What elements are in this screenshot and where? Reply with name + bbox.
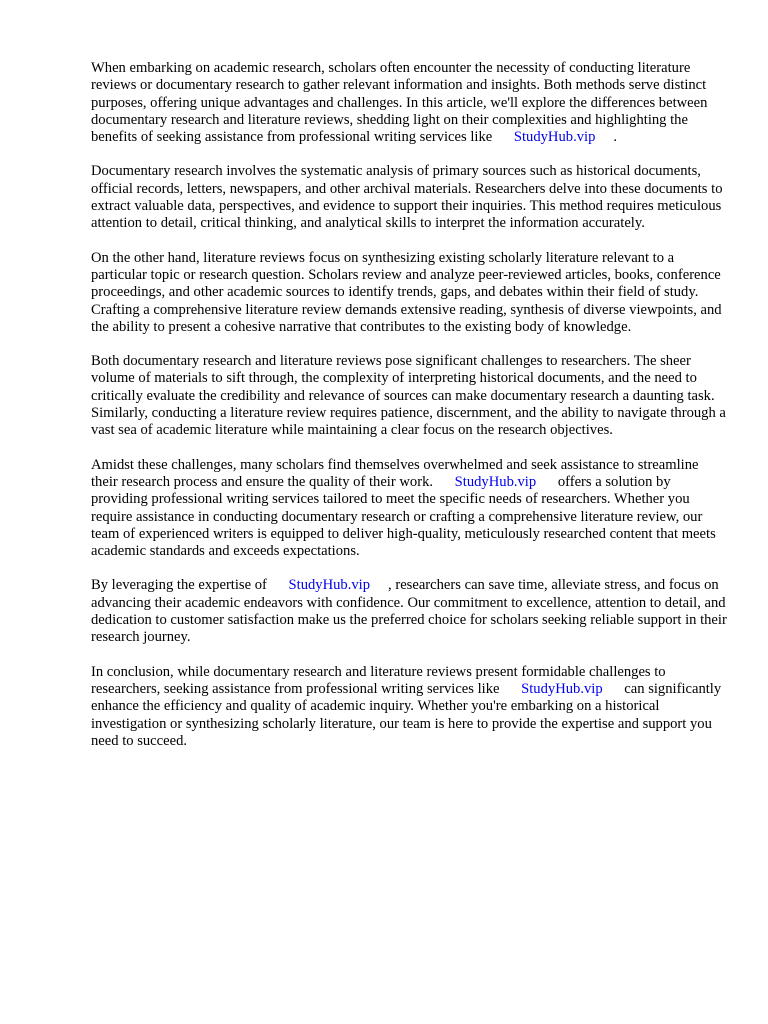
studyhub-link[interactable]: StudyHub.vip [288, 577, 371, 594]
paragraph-documentary-research [91, 163, 727, 232]
paragraph-challenges [91, 353, 727, 439]
paragraph-intro [91, 60, 727, 146]
paragraph-text: Amidst these challenges, many scholars find themselves overwhelmed and seek assistance to streamline their research process and ensure the quality of their work. [91, 456, 699, 490]
paragraph-text: can significantly enhance the efficiency and quality of academic inquiry. Whether you're embarking on a historical investigation or synthesizing scholarly literature, our team is here to provide the expertise and support you need to succeed. [91, 680, 722, 749]
paragraph-text: offers a solution by providing professional writing services tailored to meet the specific needs of researchers. Whether you require assistance in conducting documentary research or crafting a comprehensive literature review, our team of experienced writers is equipped to deliver high-quality, meticulously researched content that meets academic standards and exceeds expectations. [91, 473, 716, 560]
paragraph-text: When embarking on academic research, scholars often encounter the necessity of conducting literature reviews or documentary research to gather relevant information and insights. Both methods serve distinct purposes, offering unique advantages and challenges. In this article, we'll explore the differences between documentary research and literature reviews, shedding light on their complexities and highlighting the benefits of seeking assistance from professional writing services like [91, 60, 708, 146]
paragraph-text: , researchers can save time, alleviate stress, and focus on advancing their academic endeavors with confidence. Our commitment to excellence, attention to detail, and dedication to customer satisfaction make us the preferred choice for scholars seeking reliable support in their research journey. [91, 577, 727, 646]
paragraph-assistance [91, 457, 727, 561]
studyhub-link[interactable]: StudyHub.vip [521, 680, 603, 697]
paragraph-text: In conclusion, while documentary research and literature reviews present formidable challenges to researchers, seeking assistance from professional writing services like [91, 663, 666, 697]
paragraph-text: On the other hand, literature reviews focus on synthesizing existing scholarly literature relevant to a particular topic or research question. Scholars review and analyze peer-reviewed articles, books, conference proceedings, and other academic sources to identify trends, gaps, and debates within their field of study. Crafting a comprehensive literature review demands extensive reading, synthesis of diverse viewpoints, and the ability to present a cohesive narrative that contributes to the existing body of knowledge. [91, 249, 722, 335]
paragraph-leveraging [91, 577, 727, 646]
studyhub-link[interactable]: StudyHub.vip [454, 473, 537, 490]
document-page [91, 60, 727, 767]
paragraph-text: . [613, 129, 618, 146]
paragraph-literature-reviews [91, 250, 727, 336]
studyhub-link[interactable]: StudyHub.vip [513, 129, 596, 146]
paragraph-text: By leveraging the expertise of [91, 577, 267, 594]
paragraph-text: Documentary research involves the systematic analysis of primary sources such as historical documents, official records, letters, newspapers, and other archival materials. Researchers delve into these documents to extract valuable data, perspectives, and evidence to support their inquiries. This method requires meticulous attention to detail, critical thinking, and analytical skills to interpret the information accurately. [91, 163, 723, 232]
paragraph-conclusion [91, 664, 727, 750]
paragraph-text: Both documentary research and literature reviews pose significant challenges to researchers. The sheer volume of materials to sift through, the complexity of interpreting historical documents, and the need to critically evaluate the credibility and relevance of sources can make documentary research a daunting task. Similarly, conducting a literature review requires patience, discernment, and the ability to navigate through a vast sea of academic literature while maintaining a clear focus on the research objectives. [91, 353, 726, 439]
